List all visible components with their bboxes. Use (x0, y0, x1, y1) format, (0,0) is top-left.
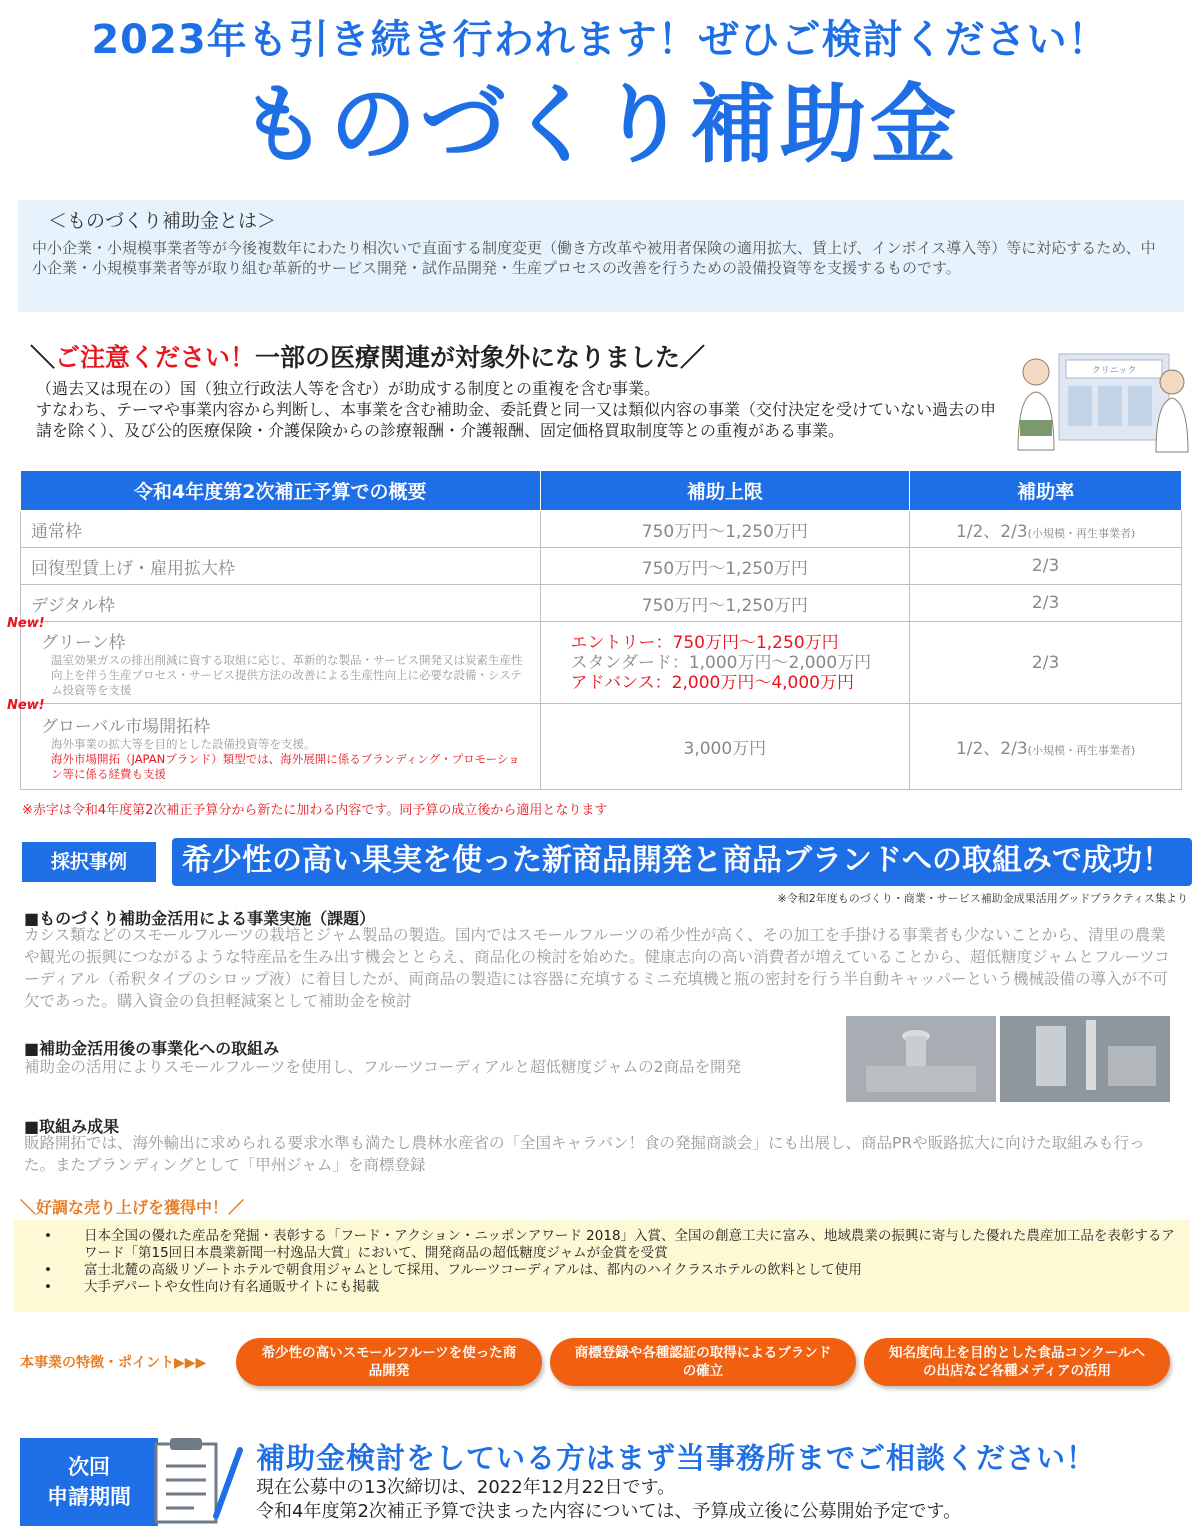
apply-line-1: 現在公募中の13次締切は、2022年12月22日です。 (256, 1477, 676, 1498)
table-row (21, 585, 1182, 622)
new-badge: New! (7, 698, 45, 713)
list-item: • 富士北麓の高級リゾートホテルで朝食用ジャムとして採用、フルーツコーディアルは、都内のハイクラスホテルの飲料として使用 (44, 1262, 1180, 1279)
row-rate (910, 511, 1182, 548)
section-heading-2: ■補助金活用後の事業化への取組み (24, 1039, 280, 1058)
green-desc: 温室効果ガスの排出削減に資する取組に応じ、革新的な製品・サービス開発又は炭素生産性向上を伴う生産プロセス・サービス提供方法の改善による生産性向上に必要な設備・システム投資等を支援 (51, 652, 523, 697)
limit-standard: スタンダード：1,000万円～2,000万円 (570, 652, 872, 673)
row-rate: 2/3 (910, 622, 1182, 704)
global-desc: 海外事業の拡大等を目的とした設備投資等を支援。 (51, 736, 316, 751)
section-heading-1: ■ものづくり補助金活用による事業実施（課題） (24, 909, 376, 928)
row-rate (910, 704, 1182, 790)
table-header-row (21, 471, 1182, 511)
page-title: ものづくり補助金 (240, 75, 960, 175)
case-label: 採択事例 (22, 842, 156, 882)
apply-label-line1: 次回 (68, 1455, 110, 1479)
point-pill-2: 商標登録や各種認証の取得によるブランドの確立 (550, 1338, 856, 1386)
row-limit (540, 622, 910, 704)
limit-advance: アドバンス：2,000万円～4,000万円 (570, 672, 855, 693)
row-name: デジタル枠 (21, 585, 541, 622)
row-name: 回復型賃上げ・雇用拡大枠 (21, 548, 541, 585)
header-rate: 補助率 (910, 471, 1182, 511)
row-limit: 3,000万円 (540, 704, 910, 790)
row-limit: 750万円～1,250万円 (540, 585, 910, 622)
table-row (21, 511, 1182, 548)
rate-note: (小規模・再生事業者) (1027, 526, 1136, 540)
row-name: 通常枠 (21, 511, 541, 548)
case-source: ※令和2年度ものづくり・商業・サービス補助金成果活用グッドプラクティス集より (777, 892, 1188, 905)
rate-note: (小規模・再生事業者) (1027, 744, 1136, 757)
section-body-1: カシス類などのスモールフルーツの栽培とジャム製品の製造。国内ではスモールフルーツの希少性が高く、その加工を手掛ける事業者も少ないことから、清里の農業や観光の振興につながるような特産品を生み出す機会ととらえ、商品化の検討を始めた。健康志向の高い消費者が増えていることから、超低糖度ジャムとフルーツコーディアル（希釈タイプのシロップ液）に着目したが、両商品の製造には容器に充填するミニ充填機と瓶の密封を行う半自動キャッパーという機械設備の導入が不可欠であった。購入資金の負担軽減案として補助金を検討 (24, 926, 1170, 1010)
clinic-sign: クリニック (1091, 366, 1137, 376)
document-pencil-icon (146, 1430, 246, 1530)
notice-body (36, 378, 996, 441)
notice-line-2: すなわち、テーマや事業内容から判断し、本事業を含む補助金、委託費と同一又は類似内容の事業（交付決定を受けていない過去の申請を除く）、及び公的医療保険・介護保険からの診療報酬・介護報酬、固定価格買取制度等との重複がある事業。 (36, 400, 997, 440)
about-title: ＜ものづくり補助金とは＞ (48, 210, 277, 232)
apply-line-2: 令和4年度第2次補正予算で決まった内容については、予算成立後に公募開始予定です。 (256, 1501, 962, 1522)
global-desc-red: 海外市場開拓（JAPANブランド）類型では、海外展開に係るブランディング・プロモーション等に係る経費も支援 (51, 751, 520, 781)
points-label: 本事業の特徴・ポイント▶▶▶ (20, 1355, 207, 1371)
table-row-green (21, 622, 1182, 704)
rate-value: 1/2、2/3 (955, 521, 1028, 542)
about-body: 中小企業・小規模事業者等が今後複数年にわたり相次いで直面する制度変更（働き方改革や被用者保険の適用拡大、賃上げ、インボイス導入等）等に対応するため、中小企業・小規模事業者等が取り組む革新的サービス開発・試作品開発・生産プロセスの改善を行うための設備投資等を支援するものです。 (32, 239, 1156, 277)
section-body-2: 補助金の活用によりスモールフルーツを使用し、フルーツコーディアルと超低糖度ジャムの2商品を開発 (24, 1058, 741, 1076)
row-name (7, 616, 541, 704)
table-row (21, 548, 1182, 585)
table-row-global (21, 704, 1182, 790)
good-title: ＼好調な売り上げを獲得中！／ (20, 1198, 245, 1217)
notice-prefix: ＼ (30, 343, 56, 372)
green-name: グリーン枠 (41, 632, 126, 653)
apply-label-line2: 申請期間 (47, 1485, 131, 1509)
section-body-3: 販路開拓では、海外輸出に求められる要求水準も満たし農林水産省の「全国キャラバン！食の発掘商談会」にも出展し、商品PRや販路拡大に向けた取組みも行った。またブランディングとして「甲州ジャム」を商標登録 (24, 1134, 1145, 1174)
apply-period-box (20, 1438, 158, 1526)
apply-body (256, 1476, 961, 1524)
row-limit: 750万円～1,250万円 (540, 548, 910, 585)
headline: 2023年も引き続き行われます！ぜひご検討ください！ (91, 17, 1109, 63)
new-badge: New! (7, 616, 45, 631)
apply-title: 補助金検討をしている方はまず当事務所までご相談ください！ (256, 1441, 1097, 1475)
header-limit: 補助上限 (540, 471, 910, 511)
good-box (14, 1220, 1190, 1312)
notice-title (30, 338, 705, 374)
notice-line-1: （過去又は現在の）国（独立行政法人等を含む）が助成する制度との重複を含む事業。 (36, 379, 661, 398)
row-name (7, 698, 541, 790)
header-overview: 令和4年度第2次補正予算での概要 (21, 471, 541, 511)
global-name: グローバル市場開拓枠 (41, 716, 211, 737)
table-footnote: ※赤字は令和4年度第2次補正予算分から新たに加わる内容です。同予算の成立後から適用となります (22, 803, 608, 818)
overview-table (7, 470, 1182, 790)
point-pill-1: 希少性の高いスモールフルーツを使った商品開発 (236, 1338, 542, 1386)
clinic-illustration (1004, 342, 1194, 460)
machine-photo (846, 1016, 1170, 1102)
notice-alert: ご注意ください！ (55, 343, 256, 372)
case-title: 希少性の高い果実を使った新商品開発と商品ブランドへの取組みで成功！ (172, 838, 1192, 886)
about-box (18, 200, 1184, 312)
row-rate: 2/3 (910, 585, 1182, 622)
rate-value: 1/2、2/3 (955, 739, 1028, 759)
row-rate: 2/3 (910, 548, 1182, 585)
list-item: • 日本全国の優れた産品を発掘・表彰する「フード・アクション・ニッポンアワード 2018」入賞、全国の創意工夫に富み、地域農業の振興に寄与した優れた農産加工品を表彰するアワード「第15回日本農業新聞一村逸品大賞」において、開発商品の超低糖度ジャムが金賞を受賞 (44, 1228, 1180, 1262)
section-heading-3: ■取組み成果 (24, 1117, 120, 1136)
row-limit: 750万円～1,250万円 (540, 511, 910, 548)
point-pill-3: 知名度向上を目的とした食品コンクールへの出店など各種メディアの活用 (864, 1338, 1170, 1386)
limit-entry: エントリー：750万円～1,250万円 (570, 632, 839, 653)
notice-heading: 一部の医療関連が対象外になりました／ (255, 343, 706, 372)
list-item: • 大手デパートや女性向け有名通販サイトにも掲載 (44, 1279, 1180, 1296)
